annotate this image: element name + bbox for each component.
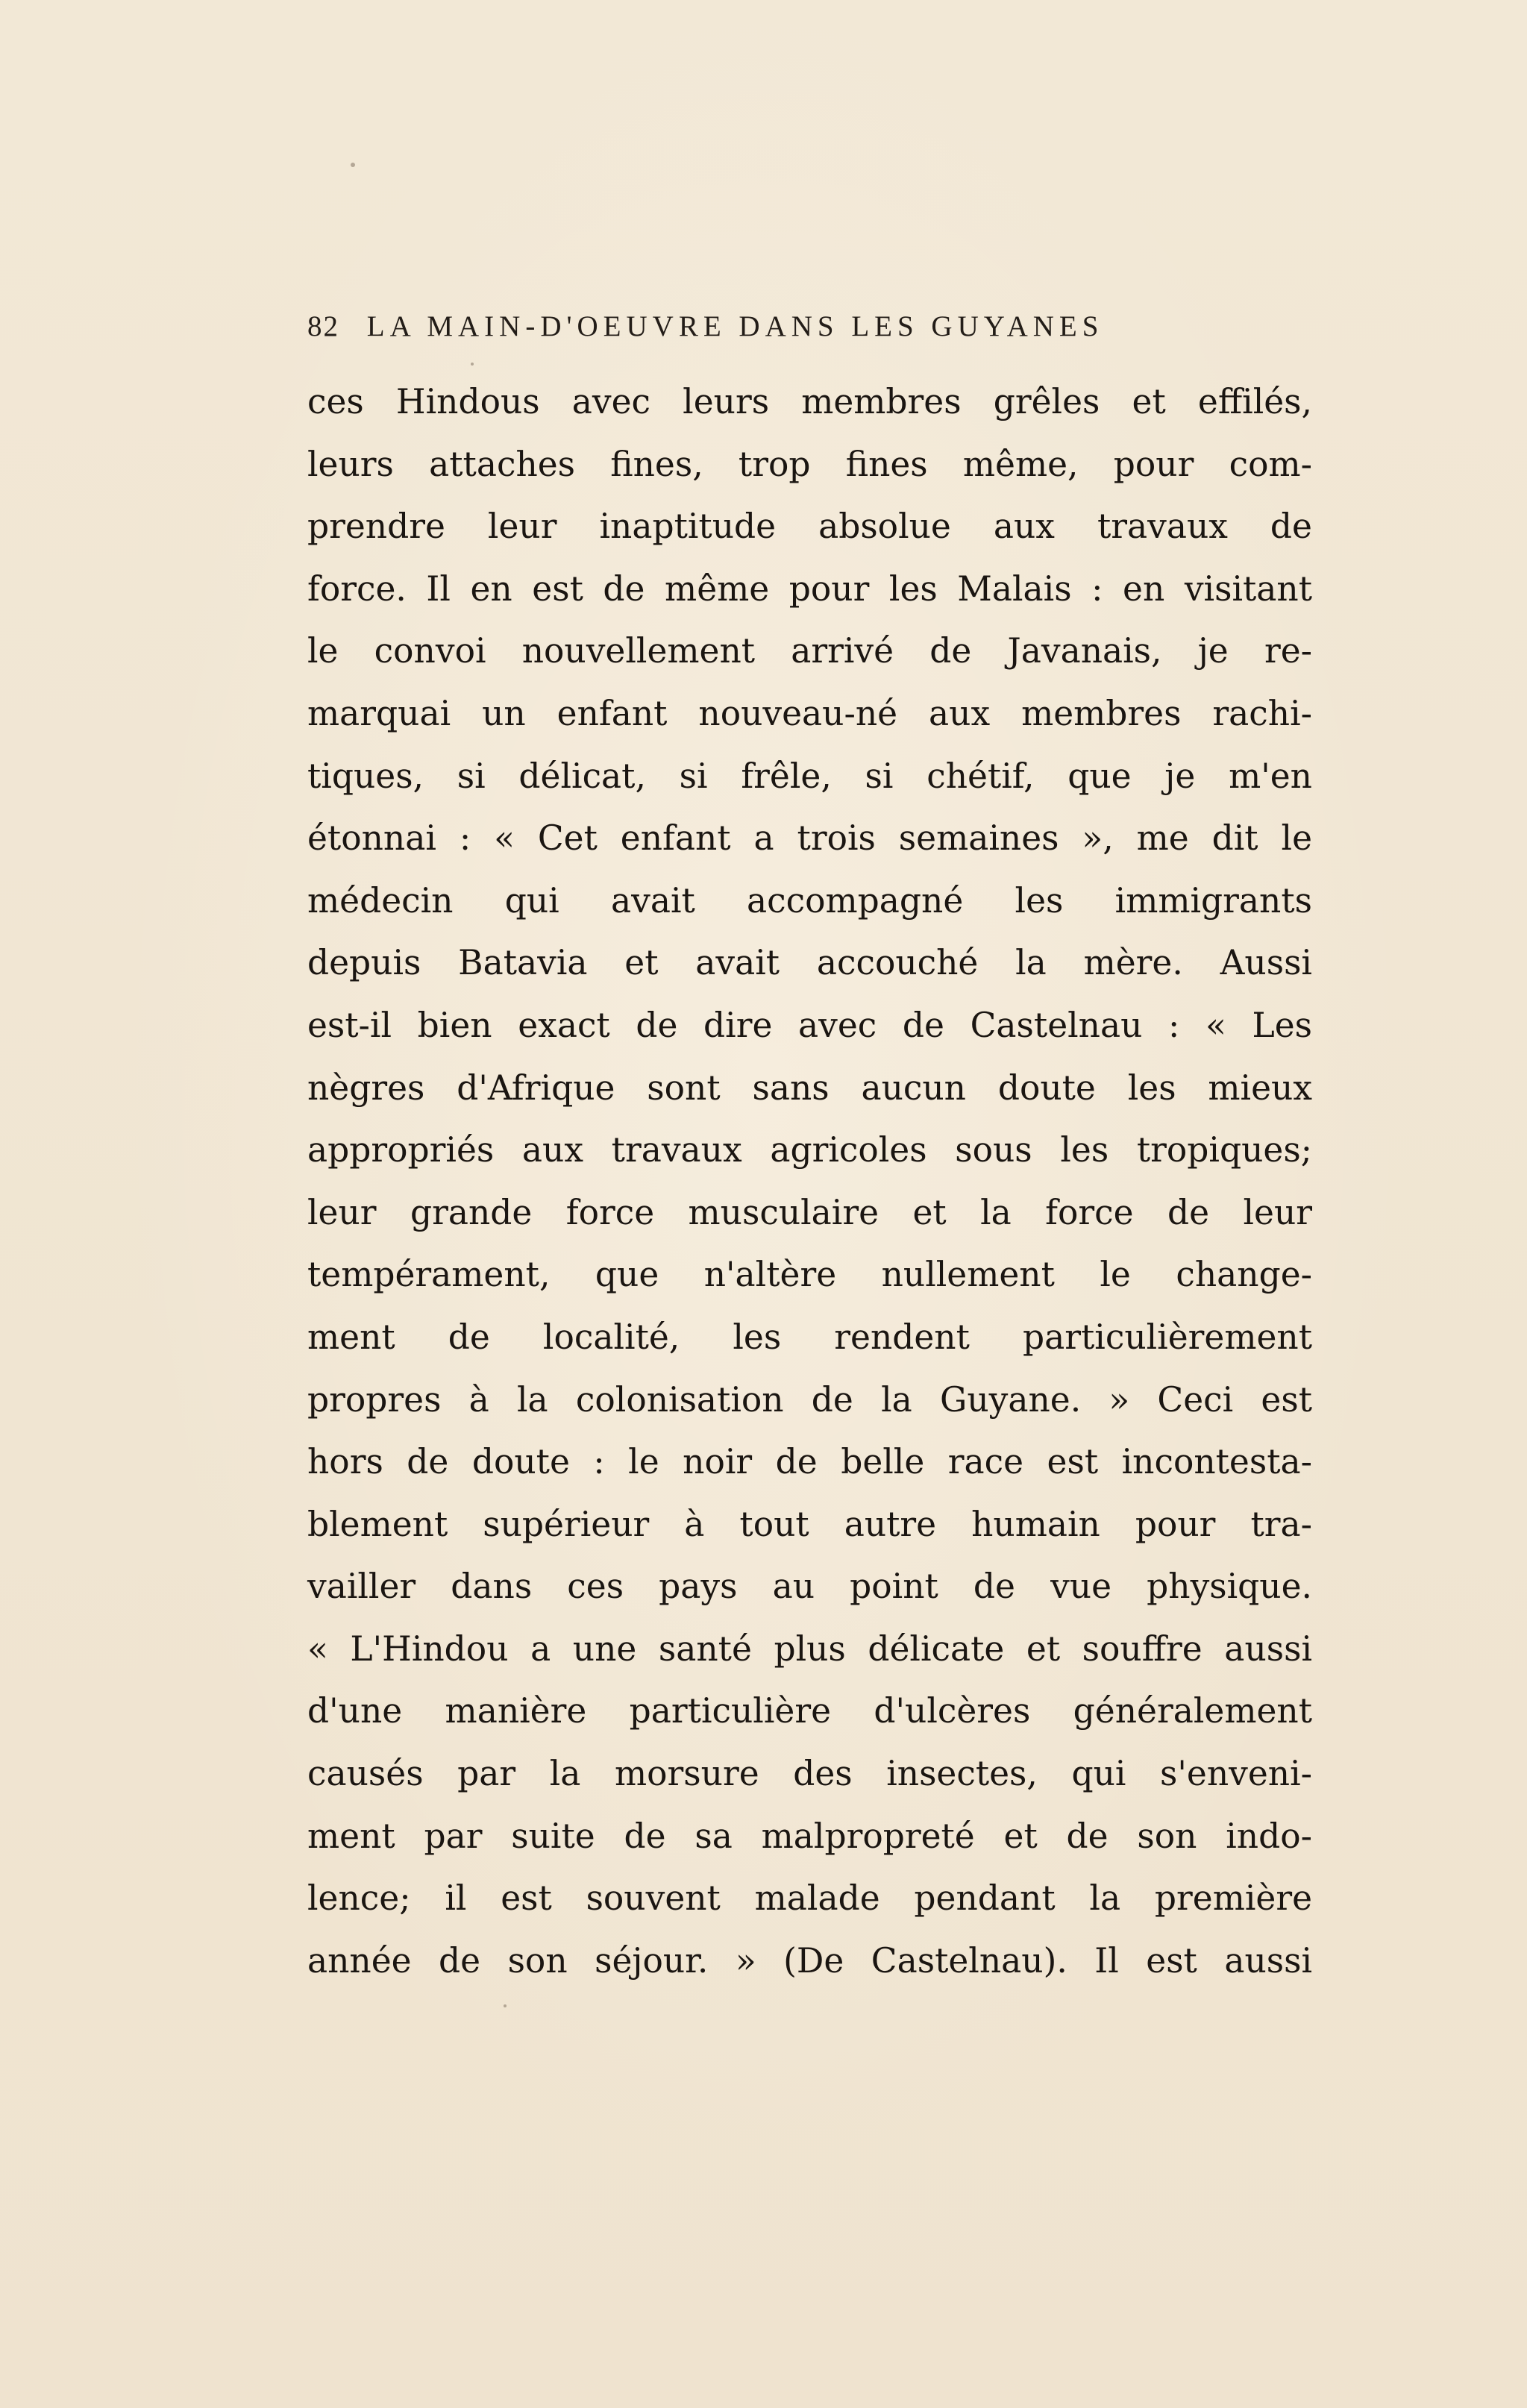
text-line: médecin qui avait accompagné les immigrants bbox=[307, 880, 1312, 921]
text-line: leur grande force musculaire et la force de leur bbox=[307, 1192, 1312, 1232]
text-line: depuis Batavia et avait accouché la mère. Aussi bbox=[307, 943, 1312, 983]
text-line: étonnai : « Cet enfant a trois semaines », me dit le bbox=[307, 818, 1312, 859]
text-line: année de son séjour. » (De Castelnau). Il est aussi bbox=[307, 1940, 1312, 1981]
paper-speck bbox=[351, 163, 355, 167]
text-line: force. Il en est de même pour les Malais : en visitant bbox=[307, 568, 1312, 609]
text-line: lence; il est souvent malade pendant la première bbox=[307, 1878, 1312, 1919]
paper-speck bbox=[471, 363, 474, 366]
text-line: marquai un enfant nouveau-né aux membres rachi- bbox=[307, 693, 1312, 733]
page-number: 82 bbox=[307, 310, 339, 342]
running-title: LA MAIN-D'OEUVRE DANS LES GUYANES bbox=[366, 310, 1104, 342]
text-line: ces Hindous avec leurs membres grêles et effilés, bbox=[307, 382, 1312, 421]
text-line: causés par la morsure des insectes, qui s'enveni- bbox=[307, 1754, 1312, 1794]
text-line: tempérament, que n'altère nullement le change- bbox=[307, 1255, 1312, 1295]
text-line: vailler dans ces pays au point de vue physique. bbox=[307, 1567, 1312, 1607]
text-line: hors de doute : le noir de belle race est incontesta- bbox=[307, 1442, 1312, 1482]
text-line: ment par suite de sa malpropreté et de son indo- bbox=[307, 1816, 1312, 1856]
text-line: ment de localité, les rendent particulièrement bbox=[307, 1317, 1312, 1357]
text-line: prendre leur inaptitude absolue aux travaux de bbox=[307, 507, 1312, 547]
paper-speck bbox=[504, 2004, 507, 2007]
body-text bbox=[307, 371, 1312, 1992]
text-line: le convoi nouvellement arrivé de Javanais, je re- bbox=[307, 631, 1312, 671]
text-line: appropriés aux travaux agricoles sous les tropiques; bbox=[307, 1130, 1312, 1170]
running-header bbox=[307, 304, 1238, 349]
text-line: propres à la colonisation de la Guyane. » Ceci est bbox=[307, 1379, 1312, 1420]
text-line: blement supérieur à tout autre humain pour tra- bbox=[307, 1504, 1312, 1544]
text-line: nègres d'Afrique sont sans aucun doute les mieux bbox=[307, 1067, 1312, 1108]
text-line: d'une manière particulière d'ulcères généralement bbox=[307, 1691, 1312, 1731]
text-line: « L'Hindou a une santé plus délicate et souffre aussi bbox=[307, 1628, 1312, 1669]
text-line: tiques, si délicat, si frêle, si chétif, que je m'en bbox=[307, 756, 1312, 796]
text-line: est-il bien exact de dire avec de Castelnau : « Les bbox=[307, 1005, 1312, 1045]
text-line: leurs attaches fines, trop fines même, pour com- bbox=[307, 444, 1312, 484]
